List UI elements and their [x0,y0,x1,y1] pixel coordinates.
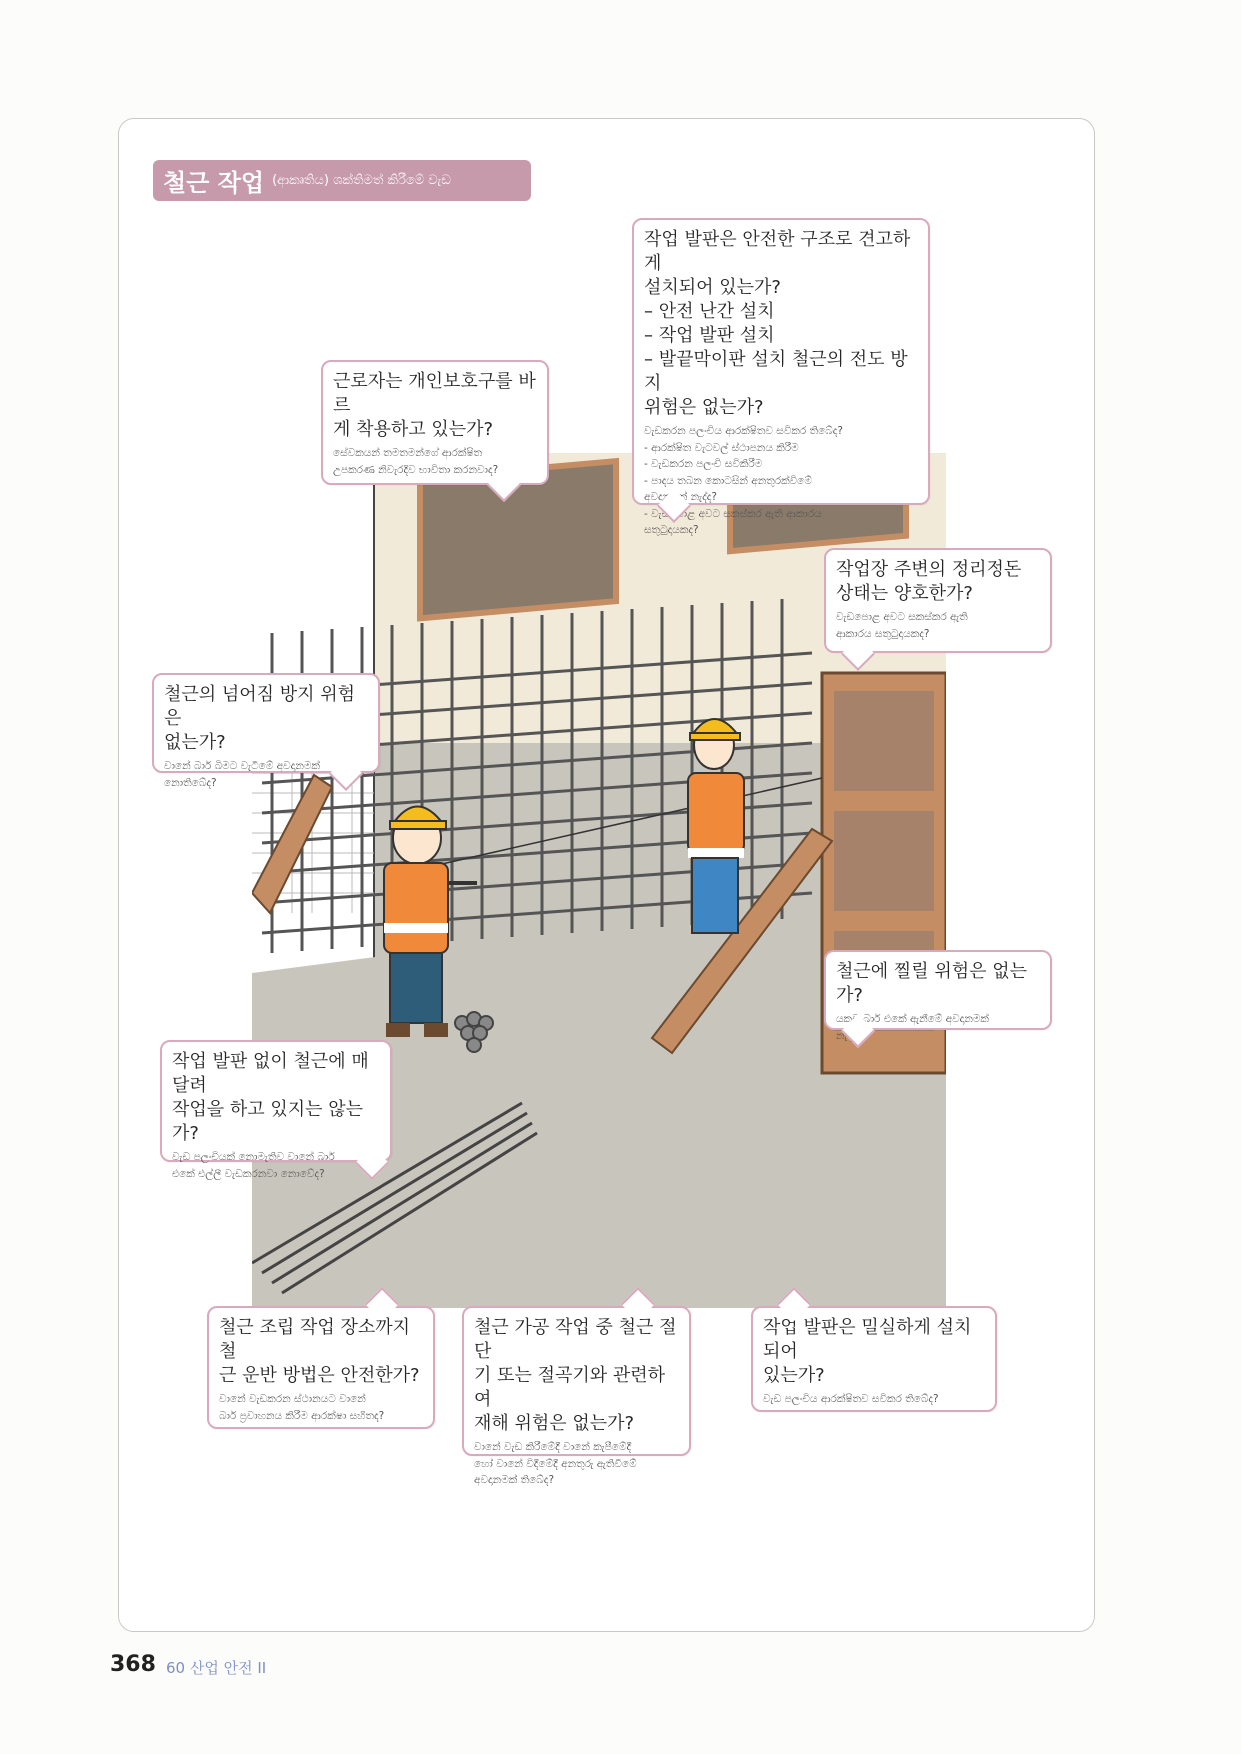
bubble-stabbing-ko: 철근에 찔릴 위험은 없는가? [836,961,1028,1006]
bubble-scaffold-structure [632,218,930,536]
bubble-stabbing-si: යකඩ බාර් එකේ ඇනීමේ අවදානමක් නැද්ද? [836,1013,989,1042]
bubble-ppe-si: සේවකයන් තමතමන්ගේ ආරක්ෂිත උපකරණ නිවැරදිව භාවිතා කරනවාද? [333,447,499,476]
bubble-scaffold-tight [751,1306,997,1412]
bubble-scaffold-tight-ko: 작업 발판은 밀실하게 설치되어 있는가? [763,1317,972,1386]
bubble-hanging-si: වැඩ පලංචියක් නොමැතිව වානේ බාර් එකේ එල්ලී වැඩකරනවා නොවේද? [172,1151,335,1180]
page-number: 368 [110,1652,156,1677]
bubble-cutting [462,1306,691,1486]
bubble-ppe-ko: 근로자는 개인보호구를 바르 게 착용하고 있는가? [333,371,536,440]
bubble-transport-si: වානේ වැඩකරන ස්ථානයට වානේ බාර් ප්‍රවාහනය කිරීම ආරක්ෂා සහිතද? [219,1393,385,1422]
bubble-ppe [321,360,549,485]
section-title-sinhala: (ආකෘතිය) ශක්තිමත් කිරීමේ වැඩ [272,173,451,188]
bubble-cutting-si: වානේ වැඩ කිරීමේදී වානේ කැපීමේදී හෝ වානේ විදීමේදී අනතුරු ඇතිවීමේ අවදානමක් තිබේද? [474,1441,637,1486]
book-title: 60 산업 안전 II [166,1659,267,1677]
bubble-scaffold-structure-si: වැඩකරන පලංචිය ආරක්ෂිතව සවිකර තිබේද? - ආරක්ෂිත වැටවල් ස්ථාපනය කිරීම - වැඩකරන පලංචි සවිකිරීම - පාදය තබන කොටසින් අනතුරක්විමේ අවදානමක් නැද්ද? - වැඩපොළ අවට සකස්කර ඇති ආකාරය සතුටුදායකද? [644,425,844,536]
bubble-transport-ko: 철근 조립 작업 장소까지 철 근 운반 방법은 안전한가? [219,1317,420,1386]
bubble-hanging-ko: 작업 발판 없이 철근에 매달려 작업을 하고 있지는 않는가? [172,1051,369,1144]
bubble-cutting-ko: 철근 가공 작업 중 철근 절단 기 또는 절곡기와 관련하여 재해 위험은 없는가? [474,1317,677,1434]
bubble-housekeeping-si: වැඩපොළ අවට සකස්කර ඇති ආකාරය සතුටුදායකද? [836,611,968,640]
bubble-collapse-si: වානේ බාර් බිමට වැටීමේ අවදානමක් නොතිබේද? [164,760,320,789]
worker-right [688,719,744,933]
bubble-collapse-ko: 철근의 넘어짐 방지 위험은 없는가? [164,684,356,753]
section-title-badge [153,160,531,201]
section-title-korean: 철근 작업 [163,169,265,197]
bubble-scaffold-tight-si: වැඩ පලංචිය ආරක්ෂිතව සවිකර තිබේද? [763,1393,939,1405]
bubble-transport [207,1306,435,1429]
bubble-scaffold-structure-ko: 작업 발판은 안전한 구조로 견고하게 설치되어 있는가? – 안전 난간 설치 – 작업 발판 설치 – 발끝막이판 설치 철근의 전도 방지 위험은 없는가? [644,229,911,418]
bubble-hanging [160,1040,392,1180]
bubble-housekeeping-ko: 작업장 주변의 정리정돈 상태는 양호한가? [836,559,1022,604]
